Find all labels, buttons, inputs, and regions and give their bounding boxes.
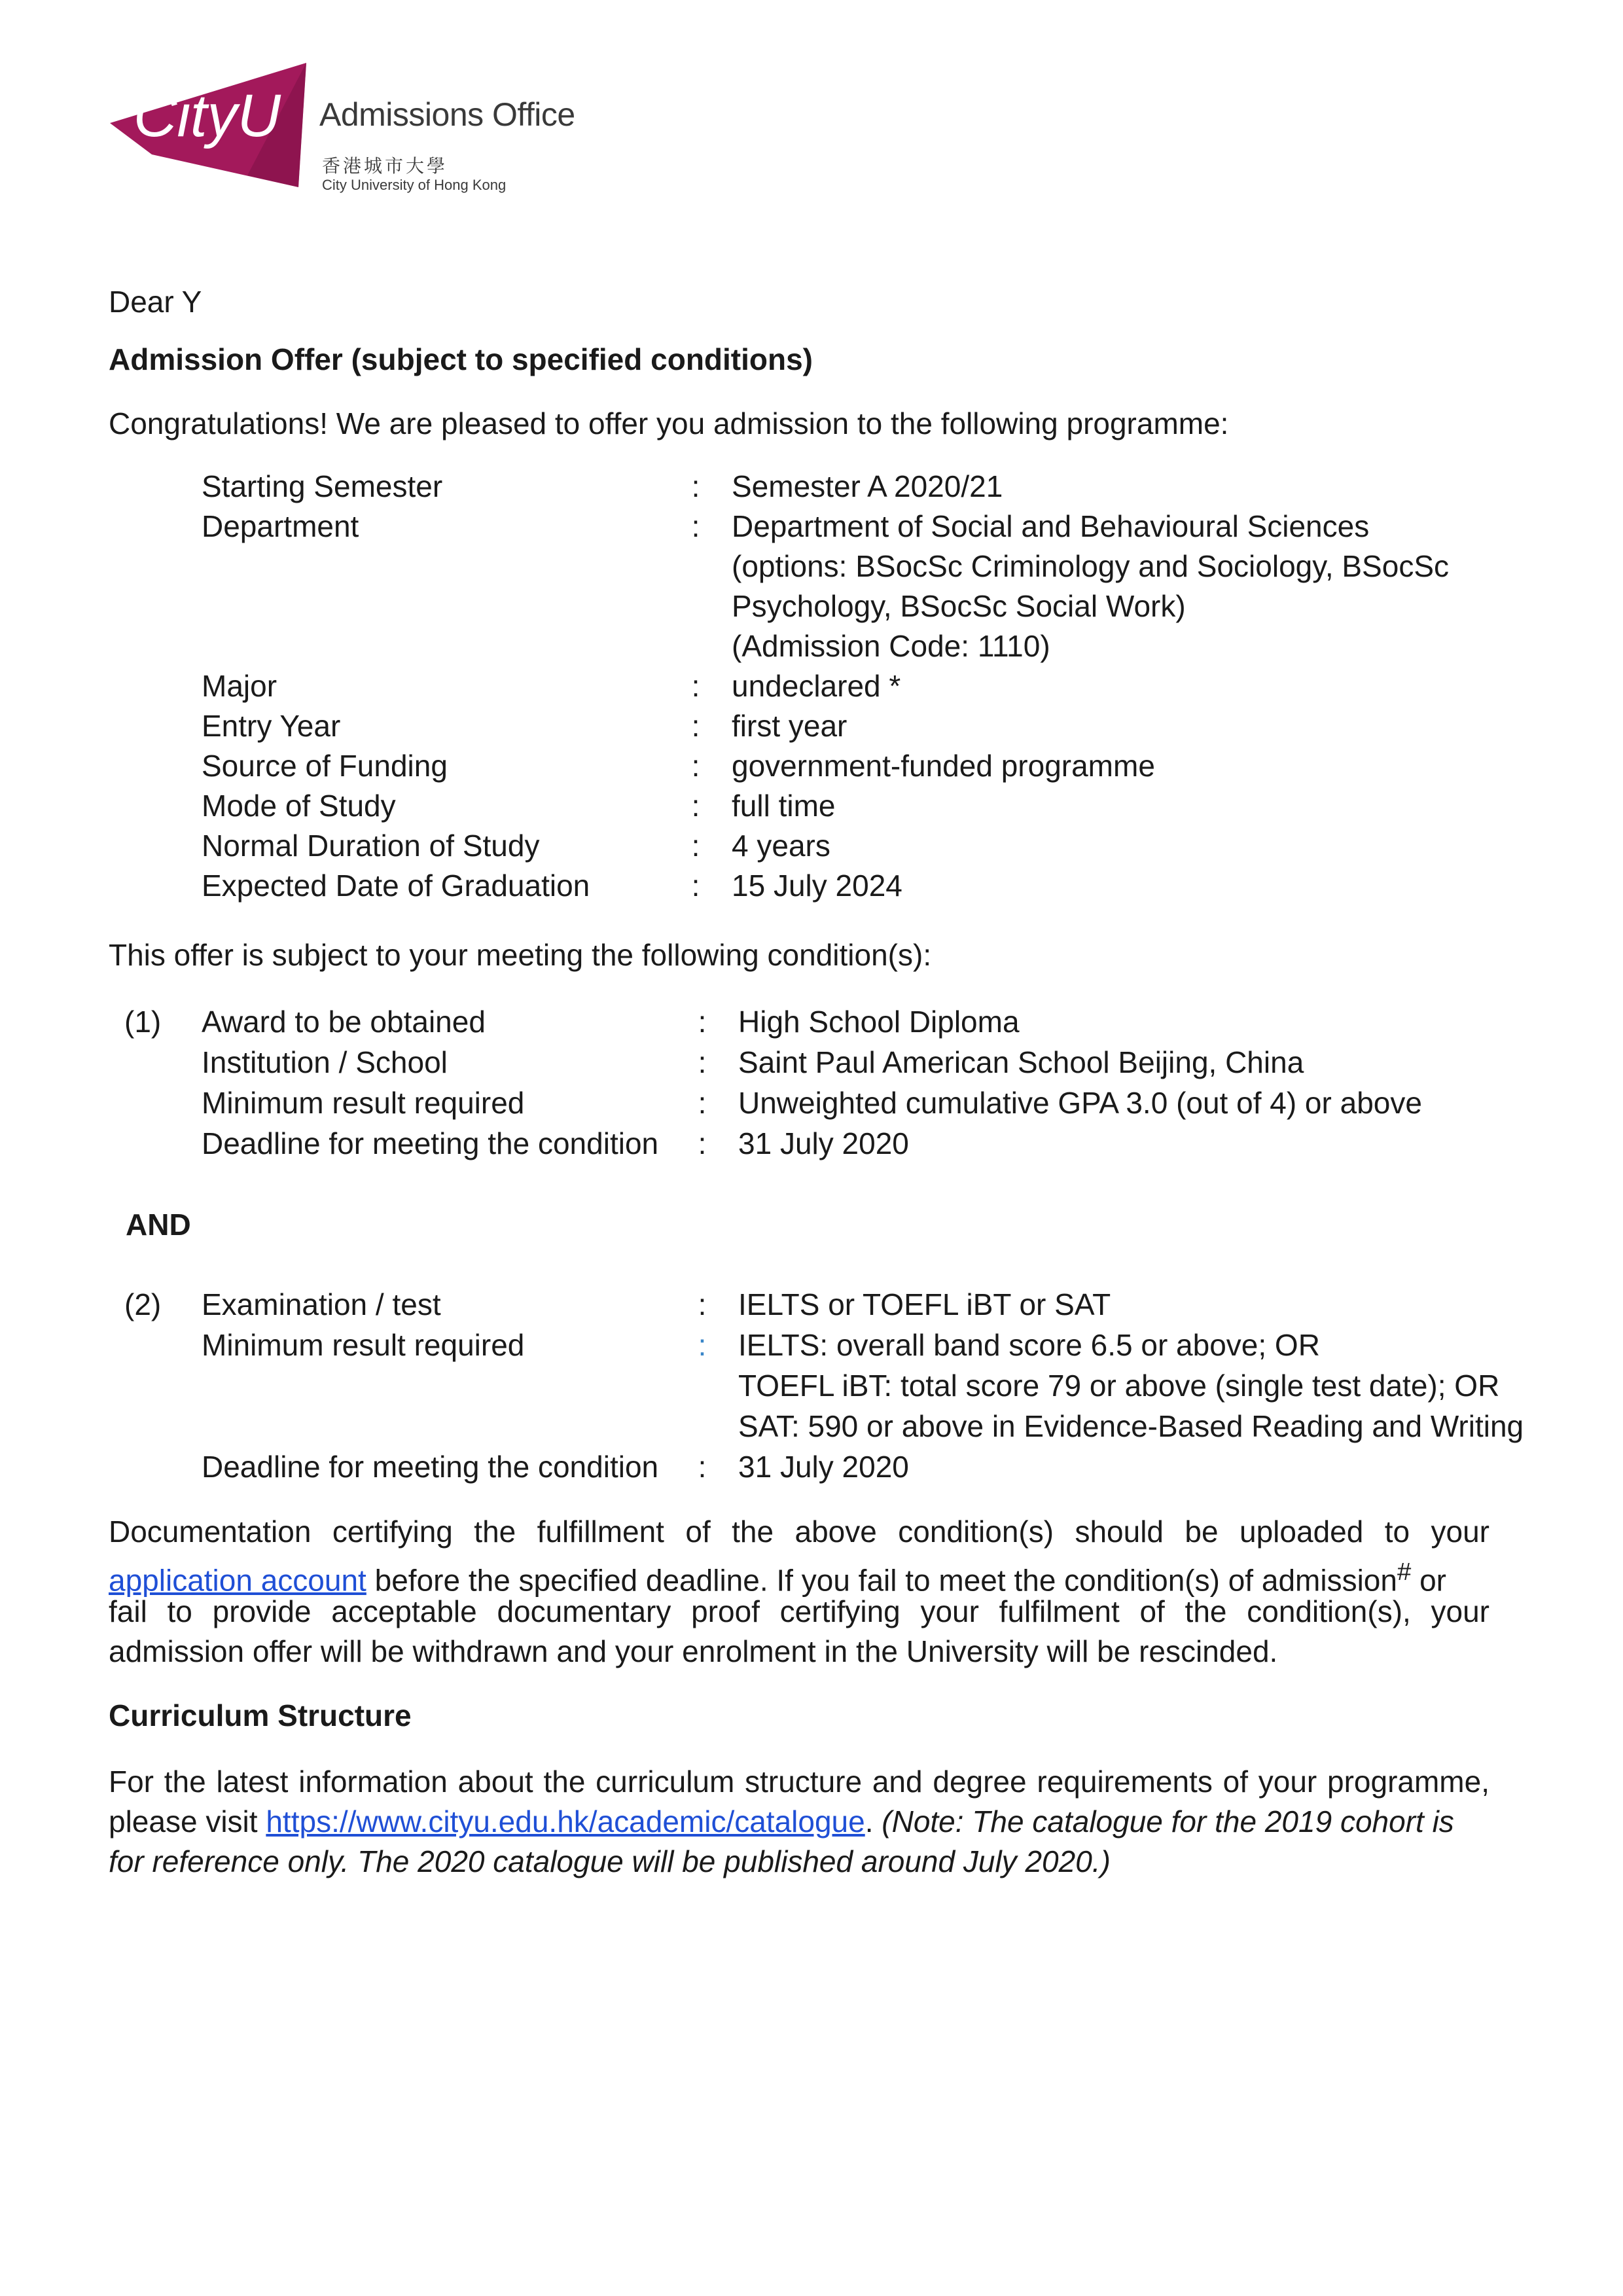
university-chinese-name: 香港城市大學 [322,156,448,176]
field-label: Deadline for meeting the condition [202,1450,659,1484]
field-label: Department [202,509,359,543]
field-value: full time [732,789,836,823]
field-label: Institution / School [202,1045,448,1079]
condition-number: (1) [124,1005,162,1039]
curriculum-paragraph [109,1762,1489,1882]
colon: : [698,1287,707,1321]
field-label: Major [202,669,277,703]
colon: : [691,669,700,703]
field-label: Examination / test [202,1287,441,1321]
paragraph-line: Documentation certifying the fulfillment of the above condition(s) should be uploaded to your [109,1515,1489,1549]
logo-text: CityU [134,82,281,149]
paragraph-text: before the specified deadline. If you fail to meet the condition(s) of admission [366,1563,1397,1598]
field-label: Starting Semester [202,469,443,503]
field-label: Minimum result required [202,1086,525,1120]
colon: : [691,829,700,863]
field-value: SAT: 590 or above in Evidence-Based Reading and Writing [738,1409,1524,1443]
office-title: Admissions Office [319,96,575,133]
field-value: 15 July 2024 [732,869,902,903]
field-label: Minimum result required [202,1328,525,1362]
field-label: Source of Funding [202,749,448,783]
paragraph-line [109,1802,1489,1842]
field-value-extra: (options: BSocSc Criminology and Sociology, BSocSc [732,549,1450,583]
colon: : [691,709,700,743]
intro-text: Congratulations! We are pleased to offer you admission to the following programme: [109,406,1229,440]
field-label: Expected Date of Graduation [202,869,590,903]
greeting: Dear Y [109,285,202,319]
university-english-name: City University of Hong Kong [322,177,507,193]
colon: : [691,869,700,903]
note-text: for reference only. The 2020 catalogue will be published around July 2020.) [109,1844,1111,1878]
paragraph-line: fail to provide acceptable documentary proof certifying your fulfilment of the condition(s), your [109,1594,1489,1628]
field-value: IELTS or TOEFL iBT or SAT [738,1287,1111,1321]
field-label: Award to be obtained [202,1005,486,1039]
note-text: (Note: The catalogue for the 2019 cohort is [873,1804,1454,1839]
field-label: Entry Year [202,709,341,743]
field-value: Department of Social and Behavioural Sciences [732,509,1370,543]
subject-heading: Admission Offer (subject to specified conditions) [109,342,813,376]
colon: : [691,749,700,783]
paragraph-text: or [1411,1563,1446,1598]
field-value: 4 years [732,829,830,863]
paragraph-text: please visit [109,1804,266,1839]
colon: : [691,789,700,823]
field-label: Normal Duration of Study [202,829,540,863]
field-label: Deadline for meeting the condition [202,1126,659,1160]
condition-number: (2) [124,1287,162,1321]
paragraph-line: admission offer will be withdrawn and your enrolment in the University will be rescinded. [109,1634,1278,1668]
catalogue-link[interactable]: https://www.cityu.edu.hk/academic/catalogue [266,1804,865,1839]
colon: : [698,1086,707,1120]
field-value: first year [732,709,847,743]
paragraph-text: . [865,1804,874,1839]
and-label: AND [126,1208,191,1242]
colon: : [698,1005,707,1039]
field-value: IELTS: overall band score 6.5 or above; OR [738,1328,1320,1362]
application-account-link[interactable]: application account [109,1563,366,1598]
field-value: Unweighted cumulative GPA 3.0 (out of 4) or above [738,1086,1422,1120]
footnote-mark: # [1397,1558,1412,1586]
field-value: undeclared * [732,669,901,703]
field-value: Semester A 2020/21 [732,469,1003,503]
field-value: 31 July 2020 [738,1126,909,1160]
cityu-logo [110,63,306,194]
field-value: TOEFL iBT: total score 79 or above (single test date); OR [738,1369,1500,1403]
documentation-paragraph [109,1512,1489,1672]
colon: : [698,1126,707,1160]
curriculum-heading: Curriculum Structure [109,1698,412,1732]
field-value-extra: (Admission Code: 1110) [732,629,1050,663]
field-label: Mode of Study [202,789,396,823]
colon: : [698,1328,707,1362]
colon: : [691,509,700,543]
field-value: government-funded programme [732,749,1155,783]
colon: : [698,1450,707,1484]
paragraph-line: For the latest information about the curriculum structure and degree requirements of your programme, [109,1765,1489,1799]
field-value-extra: Psychology, BSocSc Social Work) [732,589,1186,623]
colon: : [698,1045,707,1079]
field-value: High School Diploma [738,1005,1020,1039]
conditions-intro: This offer is subject to your meeting the following condition(s): [109,938,932,972]
paragraph-line [109,1552,1489,1598]
colon: : [691,469,700,503]
field-value: Saint Paul American School Beijing, China [738,1045,1304,1079]
field-value: 31 July 2020 [738,1450,909,1484]
